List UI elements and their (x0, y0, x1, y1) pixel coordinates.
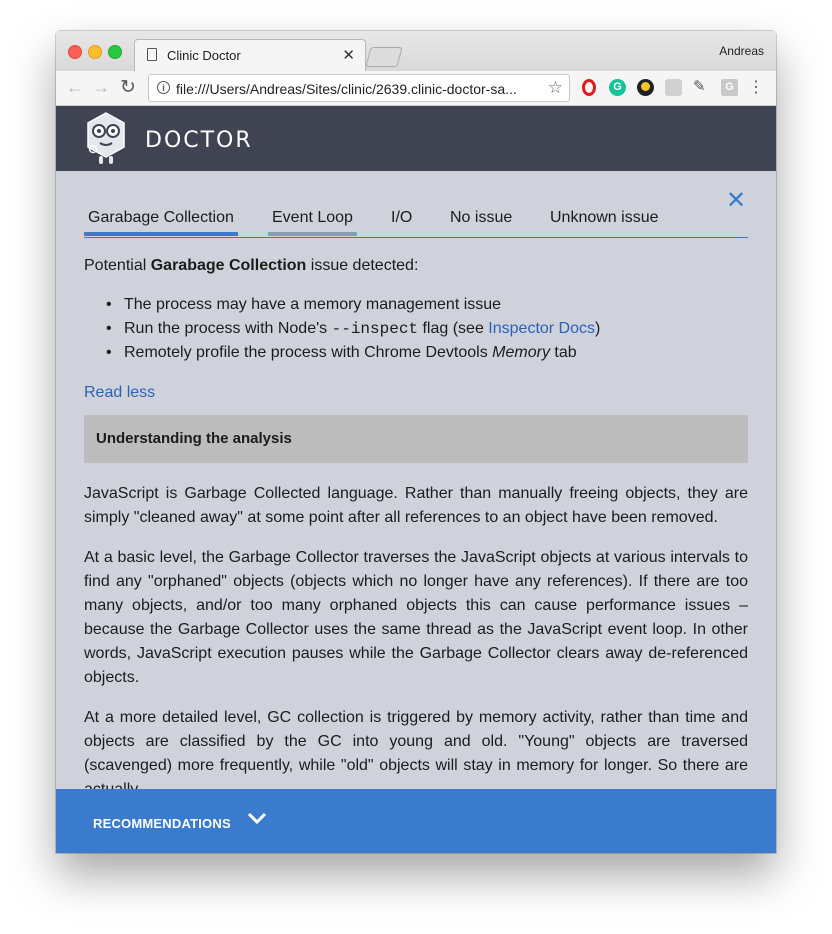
inspect-flag-code: --inspect (331, 320, 419, 338)
back-icon[interactable]: ← (66, 77, 84, 97)
title-bar (56, 31, 776, 71)
new-tab-button[interactable] (365, 47, 402, 67)
understanding-heading (84, 415, 748, 463)
list-item: • Remotely profile the process with Chrome Devtools Memory tab (124, 344, 577, 362)
tab-garbage-collection[interactable]: Garabage Collection (88, 209, 234, 226)
tab-io[interactable]: I/O (391, 209, 413, 226)
issue-tabs (84, 205, 748, 238)
grammarly-extension-icon[interactable]: G (609, 79, 626, 96)
eyedropper-extension-icon[interactable]: ✎ (693, 78, 706, 95)
tab-selected-indicator (84, 232, 238, 236)
paragraph: JavaScript is Garbage Collected language. Rather than manually freeing objects, they are simply "cleaned away" at some point after all references to an object have been removed. (84, 485, 748, 526)
tab-title: Clinic Doctor (167, 48, 241, 63)
g-extension-icon[interactable]: G (721, 79, 738, 96)
tab-no-issue[interactable]: No issue (450, 209, 513, 226)
list-item: • Run the process with Node's --inspect flag (see Inspector Docs) (124, 320, 600, 338)
chevron-down-icon[interactable] (247, 811, 267, 825)
paragraph: At a more detailed level, GC collection is triggered by memory activity, rather than time and objects are classified by the GC into young and old. "Young" objects are traversed (scavenged) more frequently, while "old" objects will stay in memory for longer. So there are (84, 709, 748, 774)
recommendations-bar[interactable] (56, 789, 776, 853)
understanding-title: Understanding the analysis (96, 430, 292, 447)
logo-icon (84, 111, 128, 165)
profile-name[interactable]: Andreas (719, 44, 764, 58)
reload-icon[interactable]: ↻ (120, 77, 136, 98)
browser-toolbar (56, 71, 776, 106)
info-icon[interactable]: i (157, 81, 170, 94)
window-close-button[interactable] (68, 45, 82, 59)
doc-icon (147, 48, 157, 61)
tab-highlight-indicator (268, 232, 357, 236)
issue-detected-text: Potential Garabage Collection issue detected: (84, 257, 419, 274)
browser-tab[interactable] (134, 39, 366, 71)
inspector-docs-link[interactable]: Inspector Docs (488, 320, 596, 337)
tab-close-icon[interactable]: ✕ (342, 47, 355, 64)
opera-extension-icon[interactable] (582, 79, 596, 96)
paragraph: At a basic level, the Garbage Collector traverses the JavaScript objects at various intervals to find any "orphaned" objects (objects which no longer have any references). If there are too many objects, and/or too many orphaned objects this can cause performance issues – because the Garbage Collector uses the same thread as the JavaScript event loop. In other words, JavaScript execution pauses while the Garbage Collector clears away de-referenced objects. (84, 549, 748, 686)
tab-event-loop[interactable]: Event Loop (272, 209, 353, 226)
recommendations-label[interactable]: RECOMMENDATIONS (93, 816, 231, 831)
brand-name: DOCTOR (145, 128, 253, 153)
list-item: • The process may have a memory management issue (124, 296, 501, 314)
window-minimize-button[interactable] (88, 45, 102, 59)
extension-icon[interactable] (665, 79, 682, 96)
window-maximize-button[interactable] (108, 45, 122, 59)
read-less-link[interactable]: Read less (84, 384, 156, 401)
forward-icon[interactable]: → (92, 77, 110, 97)
app-header (56, 106, 776, 171)
browser-window (56, 31, 776, 853)
close-icon[interactable]: ✕ (726, 187, 747, 214)
address-bar[interactable] (148, 74, 570, 102)
dark-mode-extension-icon[interactable] (637, 79, 654, 96)
url-text[interactable]: file:///Users/Andreas/Sites/clinic/2639.clinic-doctor-sa... (176, 81, 517, 97)
tab-unknown-issue[interactable]: Unknown issue (550, 209, 659, 226)
issue-panel (56, 171, 776, 789)
star-icon[interactable]: ☆ (547, 78, 563, 97)
menu-icon[interactable]: ⋮ (748, 79, 764, 96)
issue-name: Garabage Collection (150, 257, 307, 274)
